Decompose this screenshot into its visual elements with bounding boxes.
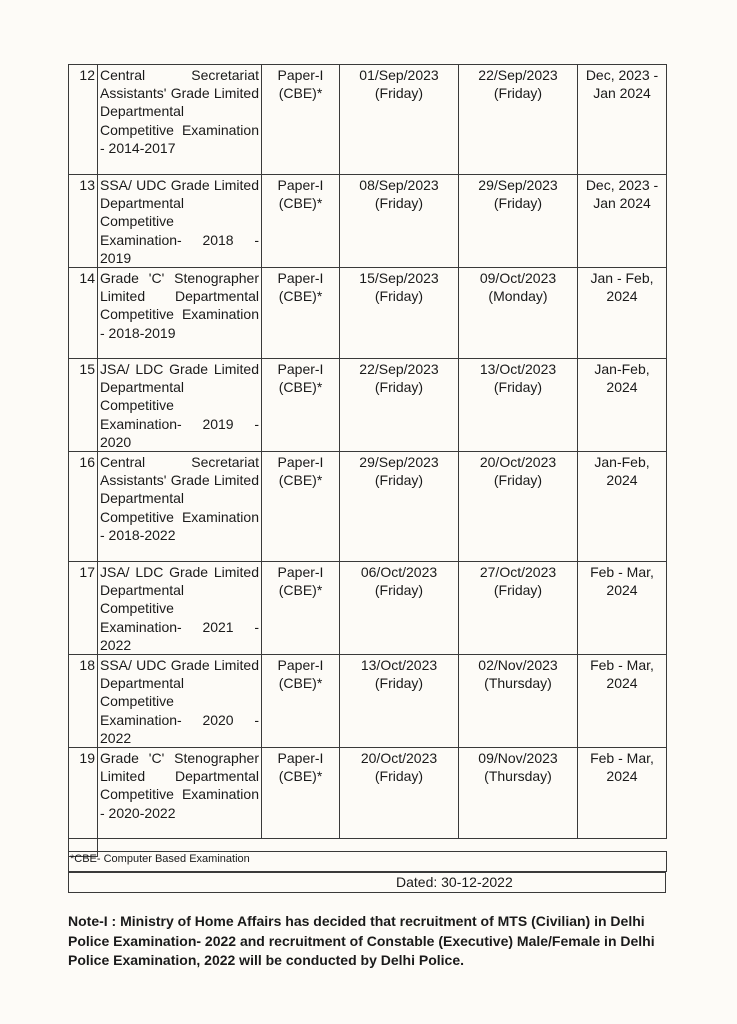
paper: Paper-I (CBE)*	[262, 175, 340, 268]
period: Feb - Mar, 2024	[578, 562, 667, 655]
cbe-footnote: *CBE- Computer Based Examination	[68, 851, 667, 872]
table-row	[69, 268, 667, 359]
exam-date: 20/Oct/2023 (Friday)	[340, 748, 459, 839]
exam-name: Grade 'C' Stenographer Limited Departmental Competitive Examination - 2018-2019	[98, 268, 262, 359]
exam-name: JSA/ LDC Grade Limited Departmental Competitive Examination- 2019 - 2020	[98, 359, 262, 452]
dated-text: Dated: 30-12-2022	[396, 874, 513, 890]
exam-date: 22/Sep/2023 (Friday)	[340, 359, 459, 452]
paper: Paper-I (CBE)*	[262, 562, 340, 655]
exam-date: 01/Sep/2023 (Friday)	[340, 65, 459, 175]
dated-box	[68, 872, 666, 893]
paper: Paper-I (CBE)*	[262, 359, 340, 452]
exam-schedule-table	[68, 64, 667, 857]
serial-number: 12	[69, 65, 98, 175]
result-date: 29/Sep/2023 (Friday)	[459, 175, 578, 268]
serial-number: 14	[69, 268, 98, 359]
paper: Paper-I (CBE)*	[262, 268, 340, 359]
result-date: 27/Oct/2023 (Friday)	[459, 562, 578, 655]
result-date: 20/Oct/2023 (Friday)	[459, 452, 578, 562]
table-row	[69, 359, 667, 452]
paper: Paper-I (CBE)*	[262, 748, 340, 839]
result-date: 09/Oct/2023 (Monday)	[459, 268, 578, 359]
result-date: 02/Nov/2023 (Thursday)	[459, 655, 578, 748]
exam-name: Central Secretariat Assistants' Grade Limited Departmental Competitive Examination - 2014-2017	[98, 65, 262, 175]
serial-number: 17	[69, 562, 98, 655]
note-paragraph: Note-I : Ministry of Home Affairs has decided that recruitment of MTS (Civilian) in Delhi Police Examination- 2022 and recruitment of Constable (Executive) Male/Female in Delhi Police Examination, 2022 will be conducted by Delhi Police.	[68, 913, 655, 968]
exam-name: SSA/ UDC Grade Limited Departmental Competitive Examination- 2018 - 2019	[98, 175, 262, 268]
table-row	[69, 65, 667, 175]
exam-date: 13/Oct/2023 (Friday)	[340, 655, 459, 748]
period: Dec, 2023 - Jan 2024	[578, 175, 667, 268]
serial-number: 19	[69, 748, 98, 839]
table-row	[69, 562, 667, 655]
period: Feb - Mar, 2024	[578, 655, 667, 748]
exam-name: SSA/ UDC Grade Limited Departmental Competitive Examination- 2020 - 2022	[98, 655, 262, 748]
result-date: 22/Sep/2023 (Friday)	[459, 65, 578, 175]
exam-date: 15/Sep/2023 (Friday)	[340, 268, 459, 359]
exam-date: 29/Sep/2023 (Friday)	[340, 452, 459, 562]
table-row	[69, 175, 667, 268]
serial-number: 15	[69, 359, 98, 452]
result-date: 09/Nov/2023 (Thursday)	[459, 748, 578, 839]
exam-date: 06/Oct/2023 (Friday)	[340, 562, 459, 655]
serial-number: 16	[69, 452, 98, 562]
serial-number: 13	[69, 175, 98, 268]
exam-date: 08/Sep/2023 (Friday)	[340, 175, 459, 268]
period: Feb - Mar, 2024	[578, 748, 667, 839]
paper: Paper-I (CBE)*	[262, 655, 340, 748]
table-row	[69, 452, 667, 562]
exam-name: Central Secretariat Assistants' Grade Limited Departmental Competitive Examination - 2018-2022	[98, 452, 262, 562]
period: Dec, 2023 - Jan 2024	[578, 65, 667, 175]
period: Jan-Feb, 2024	[578, 359, 667, 452]
table-row	[69, 655, 667, 748]
exam-name: JSA/ LDC Grade Limited Departmental Competitive Examination- 2021 - 2022	[98, 562, 262, 655]
period: Jan - Feb, 2024	[578, 268, 667, 359]
result-date: 13/Oct/2023 (Friday)	[459, 359, 578, 452]
table-row	[69, 748, 667, 839]
paper: Paper-I (CBE)*	[262, 65, 340, 175]
serial-number: 18	[69, 655, 98, 748]
exam-name: Grade 'C' Stenographer Limited Departmental Competitive Examination - 2020-2022	[98, 748, 262, 839]
paper: Paper-I (CBE)*	[262, 452, 340, 562]
period: Jan-Feb, 2024	[578, 452, 667, 562]
